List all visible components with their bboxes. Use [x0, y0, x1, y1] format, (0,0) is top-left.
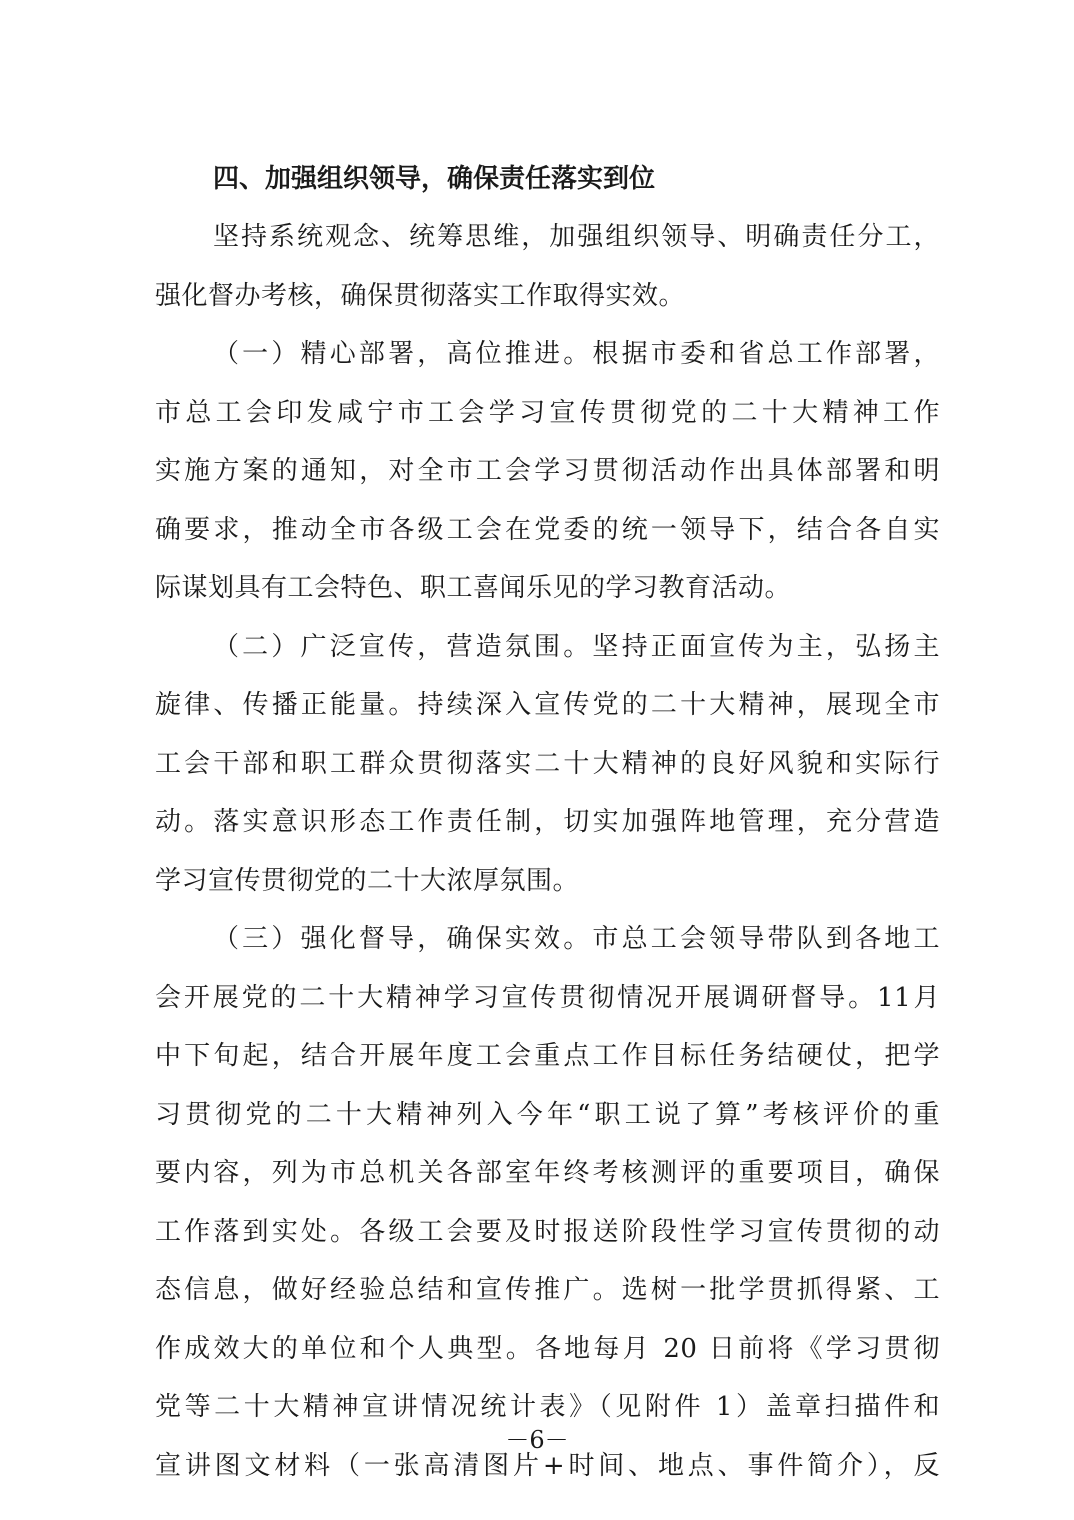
text-line: 际谋划具有工会特色、职工喜闻乐见的学习教育活动。 — [155, 573, 792, 603]
text-line: 要内容，列为市总机关各部室年终考核测评的重要项目，确保 — [155, 1158, 940, 1188]
paragraph-intro — [155, 208, 940, 325]
text-line: 实施方案的通知，对全市工会学习贯彻活动作出具体部署和明 — [155, 456, 940, 486]
section-heading: 四、加强组织领导，确保责任落实到位 — [213, 164, 656, 194]
page-number: －6－ — [505, 1426, 569, 1454]
text-line: 中下旬起，结合开展年度工会重点工作目标任务结硬仗，把学 — [155, 1041, 940, 1071]
body-text — [155, 150, 940, 1495]
text-line: 工作落到实处。各级工会要及时报送阶段性学习宣传贯彻的动 — [155, 1216, 940, 1247]
paragraph-supervision — [155, 910, 940, 1495]
text-line: 确要求，推动全市各级工会在党委的统一领导下，结合各自实 — [155, 514, 940, 545]
text-line: 态信息，做好经验总结和宣传推广。选树一批学贯抓得紧、工 — [155, 1275, 940, 1305]
paragraph-deployment — [155, 325, 940, 618]
text-line: 市总工会印发咸宁市工会学习宣传贯彻党的二十大精神工作 — [155, 397, 940, 428]
text-line: 旋律、传播正能量。持续深入宣传党的二十大精神，展现全市 — [155, 690, 940, 720]
text-line: 工会干部和职工群众贯彻落实二十大精神的良好风貌和实际行 — [155, 748, 940, 779]
text-line: 会开展党的二十大精神学习宣传贯彻情况开展调研督导。11月 — [155, 982, 940, 1013]
paragraph-publicity — [155, 618, 940, 911]
text-line: 宣讲图文材料（一张高清图片+时间、地点、事件简介），反 — [155, 1450, 940, 1481]
text-line: （一）精心部署，高位推进。根据市委和省总工作部署， — [213, 339, 940, 369]
text-line: 强化督办考核，确保贯彻落实工作取得实效。 — [155, 280, 686, 311]
text-line: 学习宣传贯彻党的二十大浓厚氛围。 — [155, 865, 580, 896]
text-line: 坚持系统观念、统筹思维，加强组织领导、明确责任分工， — [213, 222, 940, 252]
text-line: 党等二十大精神宣讲情况统计表》（见附件 1）盖章扫描件和 — [155, 1392, 940, 1422]
text-line: 动。落实意识形态工作责任制，切实加强阵地管理，充分营造 — [155, 807, 940, 837]
text-line: （三）强化督导，确保实效。市总工会领导带队到各地工 — [213, 924, 940, 954]
text-line: 作成效大的单位和个人典型。各地每月 20 日前将《学习贯彻 — [155, 1333, 940, 1364]
text-line: （二）广泛宣传，营造氛围。坚持正面宣传为主，弘扬主 — [213, 631, 940, 662]
text-line: 习贯彻党的二十大精神列入今年“职工说了算”考核评价的重 — [155, 1099, 940, 1130]
